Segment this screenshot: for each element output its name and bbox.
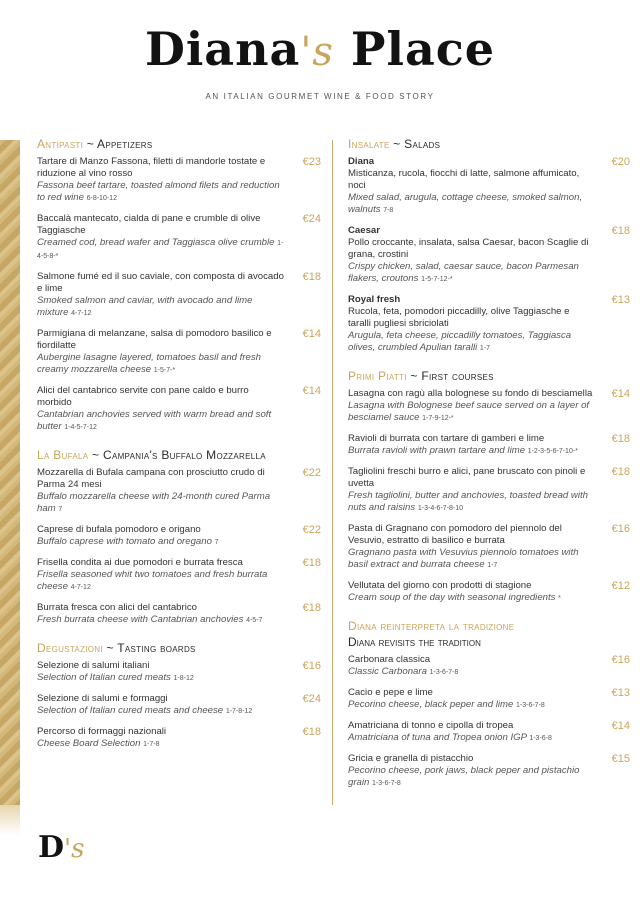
dish-description-it: Lasagna con ragù alla bolognese su fondo di besciamella bbox=[348, 388, 593, 399]
dish-description-it: Misticanza, rucola, fiocchi di latte, salmone affumicato, noci bbox=[348, 168, 580, 191]
dish-description-it: Selezione di salumi e formaggi bbox=[37, 693, 168, 704]
dish-description-en: Crispy chicken, salad, caesar sauce, bacon Parmesan flakers, croutons 1-5-7-12-* bbox=[348, 261, 579, 284]
allergens: 1-3-6-7-8 bbox=[429, 669, 459, 676]
allergens: 1-3-6-7-8 bbox=[372, 780, 401, 787]
allergens: 4-5-7 bbox=[246, 617, 263, 624]
section-title-insalate: Insalate ~ Salads bbox=[348, 137, 441, 151]
allergens: 1-5-7-* bbox=[153, 367, 176, 374]
menu-item bbox=[348, 580, 630, 605]
dish-price: €13 bbox=[611, 687, 630, 699]
dish-price: €22 bbox=[302, 467, 321, 479]
dish-description-it: Tartare di Manzo Fassona, filetti di mandorle tostate e riduzione al vino rosso bbox=[37, 156, 266, 179]
dish-price: €18 bbox=[302, 557, 321, 569]
allergens: 1-3-4-6-7-8-10 bbox=[417, 505, 464, 512]
dish-description-en: Cheese Board Selection 1-7-8 bbox=[37, 738, 160, 749]
section-subtitle-tradizione: Diana revisits the tradition bbox=[348, 635, 481, 649]
dish-price: €15 bbox=[611, 753, 630, 765]
dish-description-en: Burrata ravioli with prawn tartare and lime 1-2-3-5-6-7-10-* bbox=[348, 445, 578, 456]
dish-price: €18 bbox=[611, 225, 630, 237]
menu-item bbox=[348, 466, 630, 515]
menu-item bbox=[348, 156, 630, 217]
section-title-bufala: La Bufala ~ Campania's Buffalo Mozzarella bbox=[37, 448, 266, 462]
menu-item bbox=[37, 660, 321, 685]
dish-description-en: Creamed cod, bread wafer and Taggiasca olive crumble 1-4-5-8-* bbox=[37, 237, 284, 260]
dish-description-it: Salmone fumé ed il suo caviale, con composta di avocado e lime bbox=[37, 271, 284, 294]
allergens: 1-7-9-12-* bbox=[422, 415, 454, 422]
dish-description-en: Gragnano pasta with Vesuvius piennolo tomatoes with basil extract and burrata cheese 1-7 bbox=[348, 547, 579, 570]
allergens: 1-7 bbox=[479, 345, 491, 352]
dish-description-en: Mixed salad, arugula, cottage cheese, smoked salmon, walnuts 7-8 bbox=[348, 192, 583, 215]
tradizione-list bbox=[348, 654, 630, 790]
menu-item bbox=[348, 433, 630, 458]
dish-description-en: Buffalo mozzarella cheese with 24-month cured Parma ham 7 bbox=[37, 491, 271, 514]
dish-price: €13 bbox=[611, 294, 630, 306]
dish-description-it: Frisella condita ai due pomodori e burrata fresca bbox=[37, 557, 243, 568]
dish-price: €22 bbox=[302, 524, 321, 536]
dish-description-it: Mozzarella di Bufala campana con prosciutto crudo di Parma 24 mesi bbox=[37, 467, 265, 490]
allergens: 1-4-5-7-12 bbox=[64, 424, 97, 431]
dish-description-en: Selection of Italian cured meats 1-8-12 bbox=[37, 672, 194, 683]
dish-description-it: Rucola, feta, pomodori piccadilly, olive Taggiasche e taralli pugliesi sbriciolati bbox=[348, 306, 570, 329]
dish-description-en: Cream soup of the day with seasonal ingredients * bbox=[348, 592, 561, 603]
dish-price: €12 bbox=[611, 580, 630, 592]
dish-description-it: Burrata fresca con alici del cantabrico bbox=[37, 602, 197, 613]
dish-description-it: Vellutata del giorno con prodotti di stagione bbox=[348, 580, 532, 591]
dish-price: €16 bbox=[302, 660, 321, 672]
logo-apostrophe: 's bbox=[300, 29, 334, 75]
dish-description-it: Alici del cantabrico servite con pane caldo e burro morbido bbox=[37, 385, 249, 408]
antipasti-list bbox=[37, 156, 321, 434]
logo-main: Diana bbox=[144, 22, 301, 76]
allergens: 4-7-12 bbox=[70, 584, 91, 591]
dish-price: €18 bbox=[611, 466, 630, 478]
dish-description-it: Pollo croccante, insalata, salsa Caesar, bacon Scaglie di grana, crostini bbox=[348, 237, 589, 260]
section-title-degustazioni: Degustazioni ~ Tasting boards bbox=[37, 641, 196, 655]
menu-item bbox=[37, 693, 321, 718]
dish-description-it: Ravioli di burrata con tartare di gamberi e lime bbox=[348, 433, 545, 444]
menu-item bbox=[348, 753, 630, 790]
menu-item bbox=[37, 524, 321, 549]
allergens: 1-3-6-8 bbox=[529, 735, 552, 742]
dish-price: €14 bbox=[302, 385, 321, 397]
dish-price: €14 bbox=[611, 720, 630, 732]
menu-item bbox=[348, 654, 630, 679]
allergens: 1-7-8-12 bbox=[225, 708, 253, 715]
dish-description-en: Classic Carbonara 1-3-6-7-8 bbox=[348, 666, 459, 677]
dish-price: €18 bbox=[302, 726, 321, 738]
dish-price: €14 bbox=[302, 328, 321, 340]
degustazioni-list bbox=[37, 660, 321, 751]
column-divider bbox=[332, 140, 333, 805]
dish-description-en: Smoked salmon and caviar, with avocado and lime mixture 4-7-12 bbox=[37, 295, 253, 318]
tagline: AN ITALIAN GOURMET WINE & FOOD STORY bbox=[205, 92, 435, 101]
dish-price: €23 bbox=[302, 156, 321, 168]
dish-price: €18 bbox=[611, 433, 630, 445]
dish-price: €16 bbox=[611, 654, 630, 666]
allergens: 1-2-3-5-6-7-10-* bbox=[527, 448, 578, 455]
dish-description-en: Fassona beef tartare, toasted almond filets and reduction to red wine 6-8-10-12 bbox=[37, 180, 280, 203]
menu-item bbox=[37, 467, 321, 516]
menu-item bbox=[37, 156, 321, 205]
allergens: 1-7-8 bbox=[143, 741, 160, 748]
dish-price: €14 bbox=[611, 388, 630, 400]
dish-price: €24 bbox=[302, 693, 321, 705]
dish-description-en: Amatriciana of tuna and Tropea onion IGP 1-3-6-8 bbox=[348, 732, 552, 743]
dish-description-en: Aubergine lasagne layered, tomatoes basil and fresh creamy mozzarella cheese 1-5-7-* bbox=[37, 352, 261, 375]
allergens: 1-7 bbox=[487, 562, 498, 569]
menu-item bbox=[348, 720, 630, 745]
section-title-primi: Primi Piatti ~ First courses bbox=[348, 369, 494, 383]
menu-item bbox=[37, 385, 321, 434]
dish-price: €20 bbox=[611, 156, 630, 168]
menu-item bbox=[37, 726, 321, 751]
dish-description-en: Buffalo caprese with tomato and oregano 7 bbox=[37, 536, 219, 547]
dish-description-it: Baccalà mantecato, cialda di pane e crumble di olive Taggiasche bbox=[37, 213, 261, 236]
dish-description-en: Fresh burrata cheese with Cantabrian anchovies 4-5-7 bbox=[37, 614, 263, 625]
section-title-antipasti: Antipasti ~ Appetizers bbox=[37, 137, 153, 151]
logo-place: Place bbox=[350, 22, 496, 76]
dish-name: Royal fresh bbox=[348, 294, 401, 305]
dish-price: €18 bbox=[302, 602, 321, 614]
dish-description-en: Selection of Italian cured meats and cheese 1-7-8-12 bbox=[37, 705, 253, 716]
insalate-list bbox=[348, 156, 630, 355]
right-column bbox=[348, 137, 630, 798]
menu-item bbox=[348, 687, 630, 712]
dish-name: Caesar bbox=[348, 225, 381, 236]
allergens: 7 bbox=[58, 506, 63, 513]
allergens: 7-8 bbox=[383, 207, 394, 214]
dish-description-en: Fresh tagliolini, butter and anchovies, toasted bread with nuts and raisins 1-3-4-6-7-8-10 bbox=[348, 490, 588, 513]
dish-description-it: Tagliolini freschi burro e alici, pane bruscato con pinoli e uvetta bbox=[348, 466, 586, 489]
allergens: 1-5-7-12-* bbox=[421, 276, 453, 283]
dish-description-it: Carbonara classica bbox=[348, 654, 431, 665]
dish-description-en: Lasagna with Bolognese beef sauce served on a layer of besciamel sauce 1-7-9-12-* bbox=[348, 400, 590, 423]
dish-description-en: Arugula, feta cheese, piccadilly tomatoes, Taggiasca olives, crumbled Apulian taralli 1-7 bbox=[348, 330, 572, 353]
menu-item bbox=[348, 225, 630, 286]
allergens: 6-8-10-12 bbox=[86, 195, 117, 202]
dish-description-it: Amatriciana di tonno e cipolla di tropea bbox=[348, 720, 514, 731]
allergens: 1-8-12 bbox=[173, 675, 194, 682]
dish-price: €18 bbox=[302, 271, 321, 283]
dish-description-it: Parmigiana di melanzane, salsa di pomodoro basilico e fiordilatte bbox=[37, 328, 272, 351]
allergens: 4-7-12 bbox=[71, 310, 92, 317]
menu-item bbox=[348, 388, 630, 425]
allergens: * bbox=[558, 595, 561, 602]
dish-name: Diana bbox=[348, 156, 375, 167]
dish-description-it: Pasta di Gragnano con pomodoro del piennolo del Vesuvio, estratto di basilico e burrata bbox=[348, 523, 562, 546]
dish-description-en: Pecorino cheese, pork jaws, black peper and pistachio grain 1-3-6-7-8 bbox=[348, 765, 580, 788]
bufala-list bbox=[37, 467, 321, 627]
menu-item bbox=[37, 328, 321, 377]
menu-item bbox=[348, 294, 630, 355]
menu-item bbox=[348, 523, 630, 572]
dish-description-en: Cantabrian anchovies served with warm bread and soft butter 1-4-5-7-12 bbox=[37, 409, 272, 432]
left-column bbox=[37, 137, 321, 759]
dish-description-it: Gricia e granella di pistacchio bbox=[348, 753, 474, 764]
gold-pattern-strip bbox=[0, 140, 20, 805]
primi-list bbox=[348, 388, 630, 605]
allergens: 7 bbox=[214, 539, 219, 546]
allergens: 1-4-5-8-* bbox=[37, 240, 284, 260]
menu-item bbox=[37, 271, 321, 320]
logo bbox=[0, 22, 640, 76]
menu-item bbox=[37, 213, 321, 263]
dish-description-en: Pecorino cheese, black peper and lime 1-3-6-7-8 bbox=[348, 699, 545, 710]
dish-price: €24 bbox=[302, 213, 321, 225]
monogram-logo: D's bbox=[38, 830, 85, 865]
section-title-tradizione: Diana reinterpreta la tradizione bbox=[348, 619, 515, 633]
dish-price: €16 bbox=[611, 523, 630, 535]
allergens: 1-3-6-7-8 bbox=[516, 702, 545, 709]
dish-description-it: Caprese di bufala pomodoro e origano bbox=[37, 524, 201, 535]
dish-description-it: Selezione di salumi italiani bbox=[37, 660, 150, 671]
dish-description-en: Frisella seasoned whit two tomatoes and fresh burrata cheese 4-7-12 bbox=[37, 569, 268, 592]
dish-description-it: Cacio e pepe e lime bbox=[348, 687, 433, 698]
menu-item bbox=[37, 557, 321, 594]
dish-description-it: Percorso di formaggi nazionali bbox=[37, 726, 167, 737]
menu-item bbox=[37, 602, 321, 627]
